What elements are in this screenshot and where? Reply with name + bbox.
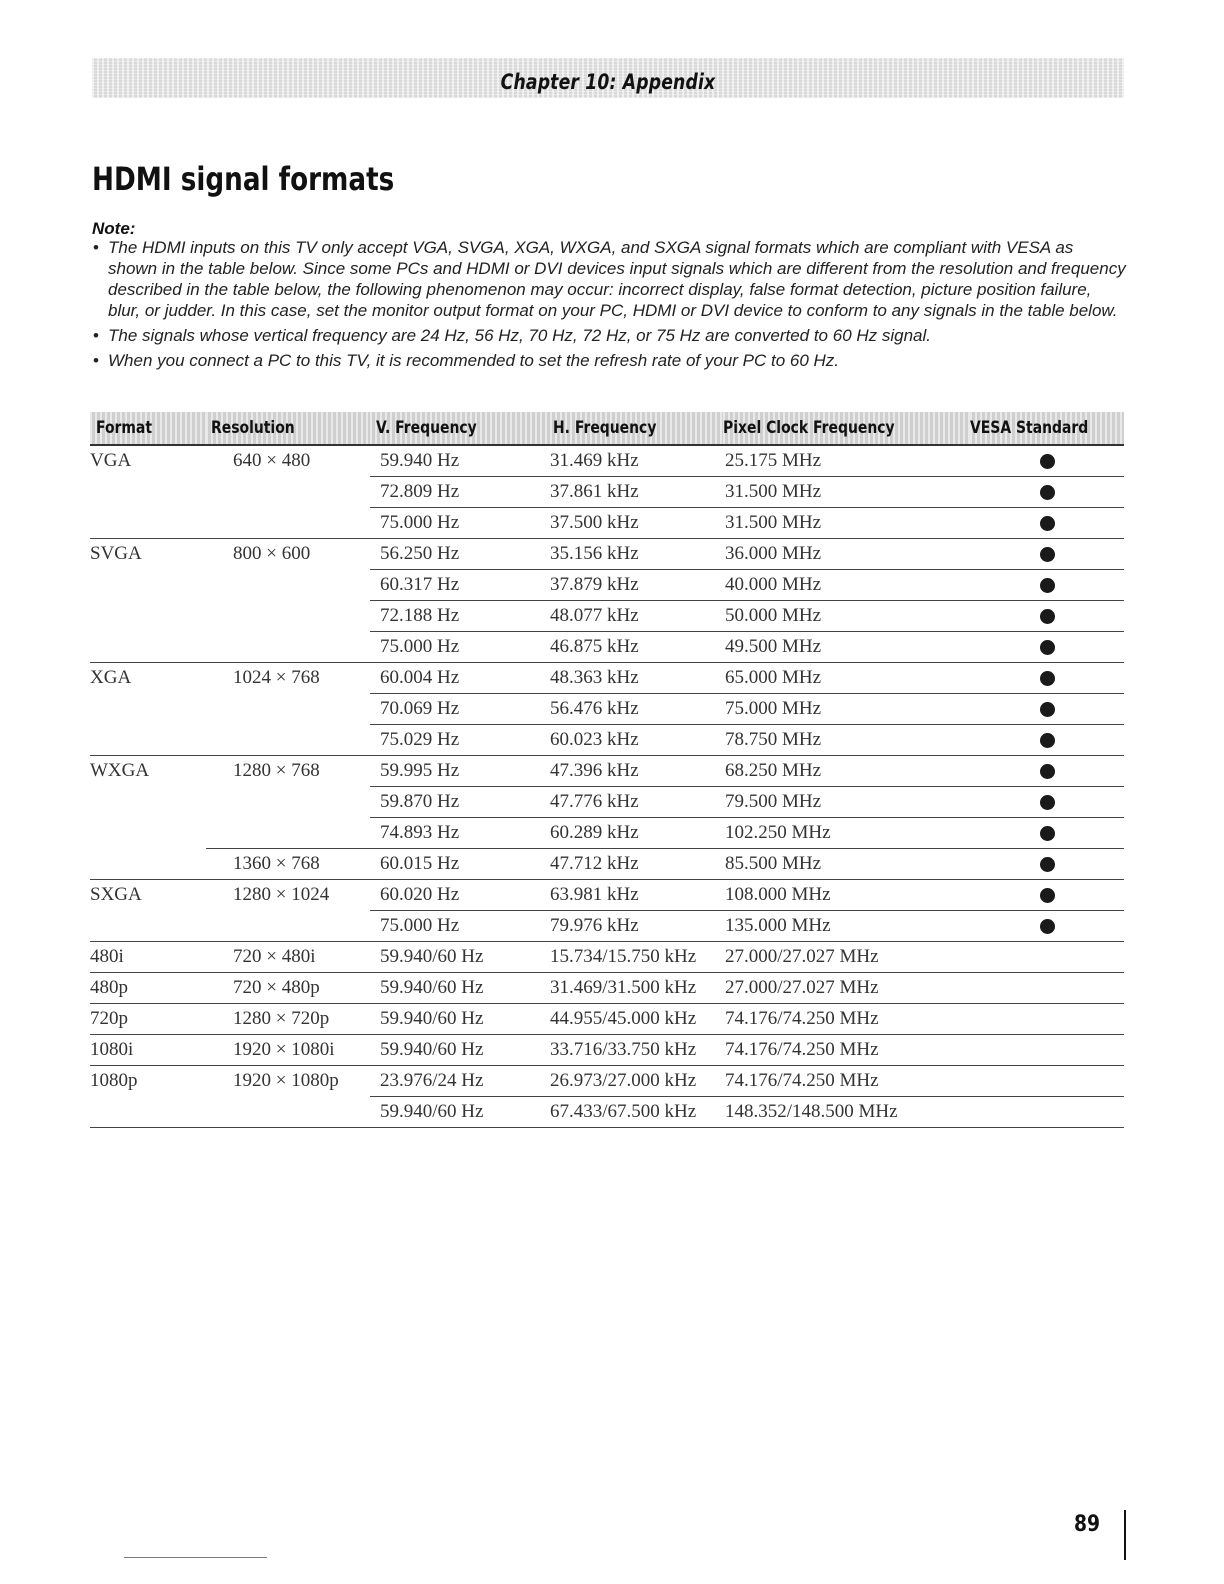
cell-pixel-clock: 49.500 MHz xyxy=(723,632,970,663)
cell-h-frequency: 37.861 kHz xyxy=(535,477,723,508)
cell-v-frequency: 59.940/60 Hz xyxy=(370,973,535,1004)
table-row xyxy=(90,1004,1124,1035)
cell-pixel-clock: 85.500 MHz xyxy=(723,849,970,880)
cell-h-frequency: 26.973/27.000 kHz xyxy=(535,1066,723,1097)
table-row xyxy=(90,756,1124,787)
cell-pixel-clock: 148.352/148.500 MHz xyxy=(723,1097,970,1128)
cell-pixel-clock: 74.176/74.250 MHz xyxy=(723,1066,970,1097)
table-row xyxy=(90,911,1124,942)
cell-vesa xyxy=(970,849,1124,880)
cell-format: SXGA xyxy=(90,880,206,911)
table-row xyxy=(90,694,1124,725)
cell-pixel-clock: 31.500 MHz xyxy=(723,508,970,539)
cell-pixel-clock: 27.000/27.027 MHz xyxy=(723,942,970,973)
cell-v-frequency: 72.809 Hz xyxy=(370,477,535,508)
cell-pixel-clock: 31.500 MHz xyxy=(723,477,970,508)
cell-vesa xyxy=(970,1066,1124,1097)
table-row xyxy=(90,663,1124,694)
cell-pixel-clock: 102.250 MHz xyxy=(723,818,970,849)
cell-v-frequency: 75.000 Hz xyxy=(370,632,535,663)
note-item: • The HDMI inputs on this TV only accept VGA, SVGA, XGA, WXGA, and SXGA signal formats which are compliant with VESA as shown in the table below. Since some PCs and HDMI or DVI devices input signals which are different from the resolution and frequency described in the table below, the following phenomenon may occur: incorrect display, false format detection, picture position failure, blur, or judder. In this case, set the monitor output format on your PC, HDMI or DVI device to conform to any signals in the table below. xyxy=(92,237,1126,321)
cell-v-frequency: 75.029 Hz xyxy=(370,725,535,756)
header-h-frequency: H. Frequency xyxy=(535,412,723,445)
cell-vesa xyxy=(970,570,1124,601)
chapter-banner xyxy=(92,58,1124,98)
cell-resolution: 1360 × 768 xyxy=(206,849,370,880)
header-pixel-clock-frequency: Pixel Clock Frequency xyxy=(723,412,970,445)
vesa-compliant-dot-icon xyxy=(1040,454,1055,469)
cell-vesa xyxy=(970,1004,1124,1035)
header-v-frequency: V. Frequency xyxy=(370,412,535,445)
cell-pixel-clock: 50.000 MHz xyxy=(723,601,970,632)
cell-vesa xyxy=(970,756,1124,787)
vesa-compliant-dot-icon xyxy=(1040,671,1055,686)
cell-h-frequency: 37.879 kHz xyxy=(535,570,723,601)
cell-h-frequency: 35.156 kHz xyxy=(535,539,723,570)
cell-pixel-clock: 108.000 MHz xyxy=(723,880,970,911)
cell-resolution xyxy=(206,787,370,818)
cell-vesa xyxy=(970,1035,1124,1066)
cell-h-frequency: 60.023 kHz xyxy=(535,725,723,756)
cell-v-frequency: 75.000 Hz xyxy=(370,508,535,539)
cell-resolution xyxy=(206,508,370,539)
table-row xyxy=(90,818,1124,849)
cell-h-frequency: 48.363 kHz xyxy=(535,663,723,694)
cell-format: 480p xyxy=(90,973,206,1004)
cell-resolution: 800 × 600 xyxy=(206,539,370,570)
cell-vesa xyxy=(970,445,1124,477)
cell-resolution xyxy=(206,570,370,601)
table-row xyxy=(90,570,1124,601)
cell-pixel-clock: 36.000 MHz xyxy=(723,539,970,570)
header-vesa-standard: VESA Standard xyxy=(970,412,1124,445)
cell-format xyxy=(90,911,206,942)
cell-pixel-clock: 25.175 MHz xyxy=(725,450,822,471)
table-row xyxy=(90,942,1124,973)
note-label: Note: xyxy=(92,219,136,238)
cell-h-frequency: 47.396 kHz xyxy=(535,756,723,787)
cell-resolution: 1280 × 1024 xyxy=(206,880,370,911)
cell-format: SVGA xyxy=(90,539,206,570)
cell-resolution: 1920 × 1080p xyxy=(206,1066,370,1097)
cell-format: WXGA xyxy=(90,756,206,787)
cell-format xyxy=(90,601,206,632)
cell-pixel-clock: 79.500 MHz xyxy=(723,787,970,818)
cell-h-frequency: 15.734/15.750 kHz xyxy=(535,942,723,973)
cell-vesa xyxy=(970,911,1124,942)
table-header-row xyxy=(90,412,1124,445)
vesa-compliant-dot-icon xyxy=(1040,547,1055,562)
cell-resolution: 1280 × 768 xyxy=(206,756,370,787)
cell-pixel-clock: 65.000 MHz xyxy=(723,663,970,694)
table-row xyxy=(90,973,1124,1004)
note-list xyxy=(92,237,1126,375)
cell-vesa xyxy=(970,632,1124,663)
cell-v-frequency: 75.000 Hz xyxy=(370,911,535,942)
cell-resolution xyxy=(206,632,370,663)
cell-resolution: 720 × 480p xyxy=(206,973,370,1004)
cell-h-frequency: 44.955/45.000 kHz xyxy=(535,1004,723,1035)
vesa-compliant-dot-icon xyxy=(1040,888,1055,903)
table-row xyxy=(90,880,1124,911)
table-row xyxy=(90,539,1124,570)
cell-pixel-clock: 75.000 MHz xyxy=(723,694,970,725)
cell-format xyxy=(90,477,206,508)
cell-h-frequency: 56.476 kHz xyxy=(535,694,723,725)
cell-format: XGA xyxy=(90,663,206,694)
cell-vesa xyxy=(970,880,1124,911)
vesa-compliant-dot-icon xyxy=(1040,702,1055,717)
cell-v-frequency: 72.188 Hz xyxy=(370,601,535,632)
vesa-compliant-dot-icon xyxy=(1040,764,1055,779)
cell-resolution: 1920 × 1080i xyxy=(206,1035,370,1066)
cell-format xyxy=(90,787,206,818)
cell-vesa xyxy=(970,818,1124,849)
cell-vesa xyxy=(970,539,1124,570)
table-row xyxy=(90,445,1124,477)
table-row xyxy=(90,849,1124,880)
vesa-compliant-dot-icon xyxy=(1040,826,1055,841)
cell-h-frequency: 31.469 kHz xyxy=(550,450,639,471)
cell-v-frequency: 56.250 Hz xyxy=(370,539,535,570)
cell-v-frequency: 59.995 Hz xyxy=(370,756,535,787)
cell-format xyxy=(90,570,206,601)
table-row xyxy=(90,1097,1124,1128)
cell-resolution: 720 × 480i xyxy=(206,942,370,973)
cell-resolution xyxy=(206,911,370,942)
cell-v-frequency: 60.317 Hz xyxy=(370,570,535,601)
cell-resolution: 1280 × 720p xyxy=(206,1004,370,1035)
cell-h-frequency: 48.077 kHz xyxy=(535,601,723,632)
cell-pixel-clock: 135.000 MHz xyxy=(723,911,970,942)
cell-format: 480i xyxy=(90,942,206,973)
cell-pixel-clock: 78.750 MHz xyxy=(723,725,970,756)
cell-pixel-clock: 27.000/27.027 MHz xyxy=(723,973,970,1004)
note-item: • When you connect a PC to this TV, it is recommended to set the refresh rate of your PC to 60 Hz. xyxy=(92,350,1126,371)
chapter-title: Chapter 10: Appendix xyxy=(500,70,716,94)
footer-link-line xyxy=(124,1557,267,1558)
cell-format xyxy=(90,632,206,663)
cell-h-frequency: 63.981 kHz xyxy=(535,880,723,911)
vesa-compliant-dot-icon xyxy=(1040,857,1055,872)
table-row xyxy=(90,1035,1124,1066)
cell-resolution: 640 × 480 xyxy=(233,450,311,472)
cell-vesa xyxy=(970,973,1124,1004)
cell-v-frequency: 70.069 Hz xyxy=(370,694,535,725)
cell-h-frequency: 37.500 kHz xyxy=(535,508,723,539)
table-row xyxy=(90,725,1124,756)
cell-format: 720p xyxy=(90,1004,206,1035)
cell-v-frequency: 59.940 Hz xyxy=(380,450,460,471)
cell-v-frequency: 59.940/60 Hz xyxy=(370,1035,535,1066)
table-row xyxy=(90,477,1124,508)
cell-resolution xyxy=(206,725,370,756)
cell-format xyxy=(90,849,206,880)
table-row xyxy=(90,601,1124,632)
cell-v-frequency: 59.870 Hz xyxy=(370,787,535,818)
cell-vesa xyxy=(970,508,1124,539)
cell-v-frequency: 74.893 Hz xyxy=(370,818,535,849)
cell-format xyxy=(90,818,206,849)
cell-format xyxy=(90,508,206,539)
cell-resolution xyxy=(206,818,370,849)
cell-v-frequency: 23.976/24 Hz xyxy=(370,1066,535,1097)
cell-pixel-clock: 74.176/74.250 MHz xyxy=(723,1035,970,1066)
cell-pixel-clock: 74.176/74.250 MHz xyxy=(723,1004,970,1035)
vesa-compliant-dot-icon xyxy=(1040,733,1055,748)
table-row xyxy=(90,1066,1124,1097)
page-number-rule xyxy=(1124,1510,1126,1560)
cell-vesa xyxy=(970,725,1124,756)
cell-h-frequency: 60.289 kHz xyxy=(535,818,723,849)
cell-format xyxy=(90,694,206,725)
cell-vesa xyxy=(970,601,1124,632)
cell-vesa xyxy=(970,694,1124,725)
vesa-compliant-dot-icon xyxy=(1040,919,1055,934)
cell-pixel-clock: 40.000 MHz xyxy=(723,570,970,601)
hdmi-signal-formats-table xyxy=(90,412,1124,1128)
cell-h-frequency: 47.712 kHz xyxy=(535,849,723,880)
cell-resolution xyxy=(206,1097,370,1128)
cell-format: 1080p xyxy=(90,1066,206,1097)
vesa-compliant-dot-icon xyxy=(1040,516,1055,531)
cell-v-frequency: 59.940/60 Hz xyxy=(370,1097,535,1128)
cell-v-frequency: 60.004 Hz xyxy=(370,663,535,694)
cell-resolution xyxy=(206,477,370,508)
cell-resolution xyxy=(206,601,370,632)
cell-h-frequency: 31.469/31.500 kHz xyxy=(535,973,723,1004)
cell-h-frequency: 79.976 kHz xyxy=(535,911,723,942)
cell-h-frequency: 33.716/33.750 kHz xyxy=(535,1035,723,1066)
page-number: 89 xyxy=(1074,1512,1101,1537)
vesa-compliant-dot-icon xyxy=(1040,609,1055,624)
table-row xyxy=(90,632,1124,663)
page-title: HDMI signal formats xyxy=(92,160,395,198)
table-body xyxy=(90,445,1124,1128)
cell-v-frequency: 60.020 Hz xyxy=(370,880,535,911)
cell-vesa xyxy=(970,787,1124,818)
cell-h-frequency: 47.776 kHz xyxy=(535,787,723,818)
header-resolution: Resolution xyxy=(206,412,370,445)
cell-vesa xyxy=(970,477,1124,508)
cell-format: 1080i xyxy=(90,1035,206,1066)
header-format: Format xyxy=(90,412,206,445)
vesa-compliant-dot-icon xyxy=(1040,795,1055,810)
cell-resolution xyxy=(206,694,370,725)
cell-format xyxy=(90,1097,206,1128)
cell-vesa xyxy=(970,942,1124,973)
cell-vesa xyxy=(970,663,1124,694)
table-row xyxy=(90,508,1124,539)
cell-v-frequency: 60.015 Hz xyxy=(370,849,535,880)
cell-vesa xyxy=(970,1097,1124,1128)
cell-h-frequency: 46.875 kHz xyxy=(535,632,723,663)
cell-v-frequency: 59.940/60 Hz xyxy=(370,1004,535,1035)
cell-pixel-clock: 68.250 MHz xyxy=(723,756,970,787)
cell-format xyxy=(90,725,206,756)
table-row xyxy=(90,787,1124,818)
cell-resolution: 1024 × 768 xyxy=(206,663,370,694)
note-item: • The signals whose vertical frequency are 24 Hz, 56 Hz, 70 Hz, 72 Hz, or 75 Hz are converted to 60 Hz signal. xyxy=(92,325,1126,346)
cell-h-frequency: 67.433/67.500 kHz xyxy=(535,1097,723,1128)
cell-v-frequency: 59.940/60 Hz xyxy=(370,942,535,973)
vesa-compliant-dot-icon xyxy=(1040,640,1055,655)
cell-format: VGA xyxy=(90,450,132,472)
vesa-compliant-dot-icon xyxy=(1040,578,1055,593)
vesa-compliant-dot-icon xyxy=(1040,485,1055,500)
